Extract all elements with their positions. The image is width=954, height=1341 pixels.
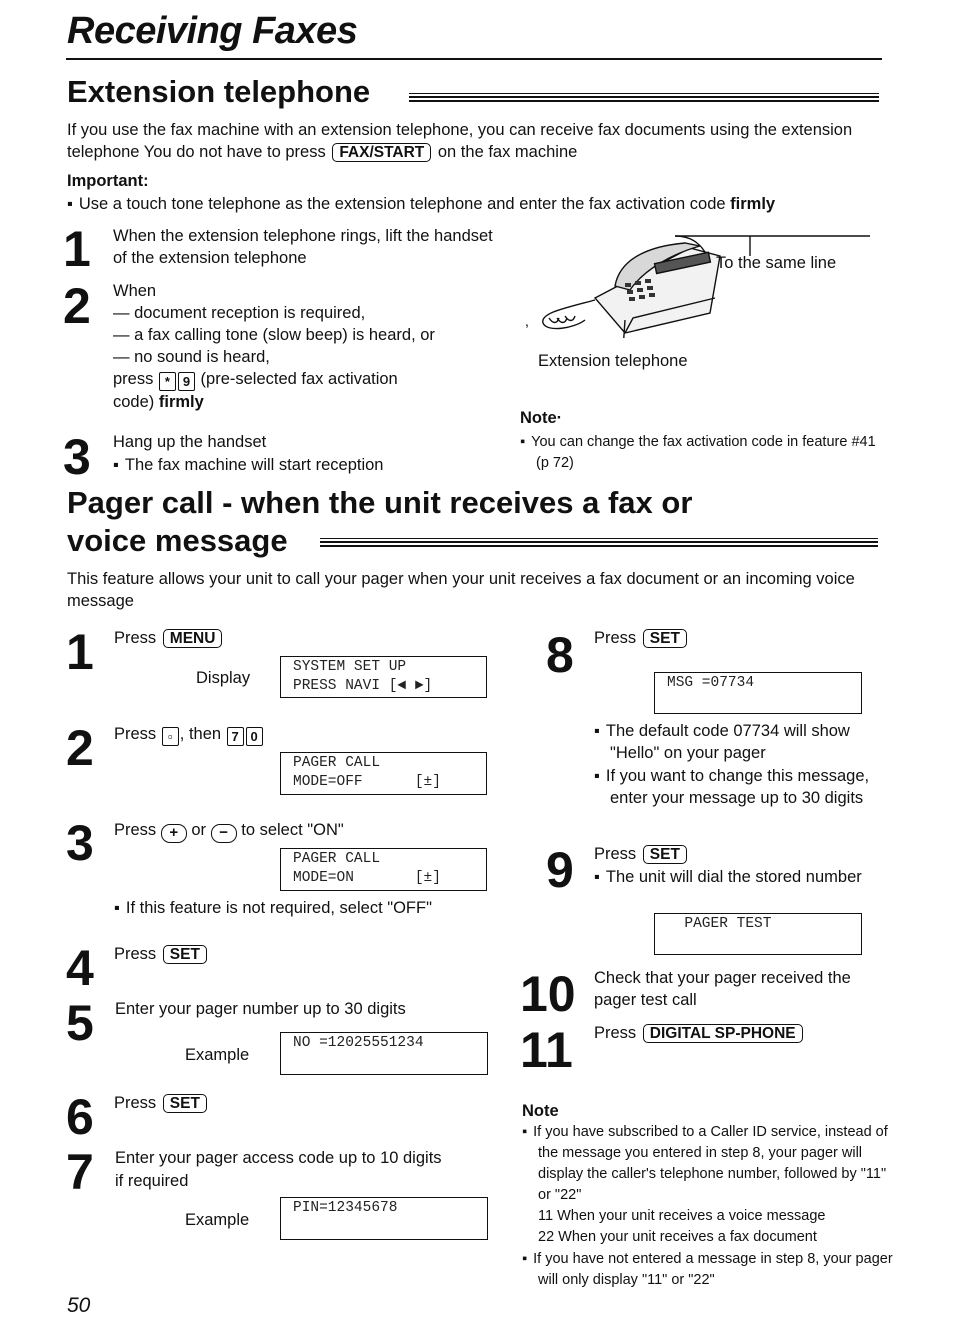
example-label: Example bbox=[185, 1046, 250, 1064]
pager-step7-line2: if required bbox=[115, 1172, 189, 1190]
ext-step3-text: Hang up the handset bbox=[113, 433, 267, 451]
section-heading-pager: Pager call - when the unit receives a fax or voice message bbox=[67, 485, 693, 558]
lcd-display: PAGER CALL MODE=ON [±] bbox=[280, 848, 487, 891]
pager-step4: Press SET bbox=[114, 943, 209, 965]
pager-step9: Press SET bbox=[594, 843, 689, 865]
pager-step1: Press MENU bbox=[114, 627, 224, 649]
lcd-display: MSG =07734 bbox=[654, 672, 862, 714]
pager-step8-bullet: ▪ If you want to change this message, enter your message up to 30 digits bbox=[594, 765, 885, 809]
step-number: 3 bbox=[66, 815, 94, 871]
extension-telephone-illustration bbox=[525, 228, 875, 338]
minus-key: − bbox=[211, 824, 237, 843]
pager-step8: Press SET bbox=[594, 627, 689, 649]
seven-key: 7 bbox=[227, 727, 244, 746]
step-number: 2 bbox=[63, 278, 91, 334]
pager-intro: This feature allows your unit to call your pager when your unit receives a fax document or an incoming voice message bbox=[67, 570, 855, 610]
pager-note-bullet: ▪ If you have not entered a message in step 8, your pager will only display "11" or "22" bbox=[522, 1249, 898, 1291]
heading-rule bbox=[320, 538, 878, 549]
step-number: 5 bbox=[66, 995, 94, 1051]
digital-sp-phone-key: DIGITAL SP-PHONE bbox=[643, 1024, 803, 1043]
pager-note-11: 11 When your unit receives a voice message bbox=[538, 1208, 826, 1224]
pager-step11: Press DIGITAL SP-PHONE bbox=[594, 1022, 805, 1044]
star-key: * bbox=[159, 372, 176, 391]
important-label: Important: bbox=[67, 172, 149, 190]
zero-key: 0 bbox=[246, 727, 263, 746]
extension-intro: If you use the fax machine with an extension telephone, you can receive fax documents using the extension telephone You do not have to press FAX/START on the fax machine bbox=[67, 121, 853, 161]
important-text: ▪ Use a touch tone telephone as the extension telephone and enter the fax activation code firmly bbox=[67, 193, 877, 215]
step-number: 1 bbox=[63, 221, 91, 277]
step-number: 10 bbox=[520, 966, 576, 1022]
step-number: 2 bbox=[66, 720, 94, 776]
lcd-display: NO =12025551234 bbox=[280, 1032, 488, 1075]
label-extension-telephone: Extension telephone bbox=[538, 352, 688, 370]
lcd-display: SYSTEM SET UP PRESS NAVI [◄ ►] bbox=[280, 656, 487, 698]
set-key: SET bbox=[643, 629, 687, 648]
pager-step5: Enter your pager number up to 30 digits bbox=[115, 1000, 406, 1018]
pager-step2: Press ▫ , then 7 0 bbox=[114, 723, 264, 746]
title-rule bbox=[66, 58, 882, 60]
example-label: Example bbox=[185, 1211, 250, 1229]
label-to-same-line: To the same line bbox=[716, 254, 837, 272]
step-number: 1 bbox=[66, 624, 94, 680]
note-text: ▪ You can change the fax activation code in feature #41 (p 72) bbox=[520, 432, 876, 474]
page-title: Receiving Faxes bbox=[67, 10, 358, 52]
step-number: 8 bbox=[546, 627, 574, 683]
pager-note-22: 22 When your unit receives a fax document bbox=[538, 1229, 817, 1245]
pager-step3-bullet: ▪ If this feature is not required, select "OFF" bbox=[114, 897, 432, 919]
pager-step6: Press SET bbox=[114, 1092, 209, 1114]
svg-text:,: , bbox=[525, 313, 529, 329]
step-number: 3 bbox=[63, 429, 91, 485]
step-number: 11 bbox=[520, 1022, 573, 1078]
menu-key: MENU bbox=[163, 629, 223, 648]
lcd-display: PIN=12345678 bbox=[280, 1197, 488, 1240]
ext-step1-text: When the extension telephone rings, lift the handset of the extension telephone bbox=[113, 227, 493, 267]
step-number: 7 bbox=[66, 1144, 94, 1200]
ext-step3-bullet: ▪ The fax machine will start reception bbox=[113, 454, 383, 476]
nine-key: 9 bbox=[178, 372, 195, 391]
fax-start-key: FAX/START bbox=[332, 143, 431, 162]
step-number: 6 bbox=[66, 1089, 94, 1145]
pager-step8-bullet: ▪ The default code 07734 will show "Hello" on your pager bbox=[594, 720, 885, 764]
page-number: 50 bbox=[67, 1294, 91, 1317]
pager-note-bullet: ▪ If you have subscribed to a Caller ID service, instead of the message you entered in step 8, your pager will display the caller's telephone number, followed by "11" or "22" bbox=[522, 1122, 898, 1206]
pager-step3: Press + or − to select "ON" bbox=[114, 821, 344, 841]
step-number: 4 bbox=[66, 940, 94, 996]
set-key: SET bbox=[643, 845, 687, 864]
lcd-display: PAGER CALL MODE=OFF [±] bbox=[280, 752, 487, 795]
set-key: SET bbox=[163, 945, 207, 964]
ext-step2: When — document reception is required, — a fax calling tone (slow beep) is heard, or — no sound is heard, press * 9 (pre-selected fax activation code) firmly bbox=[113, 282, 435, 411]
note-label: Note bbox=[522, 1102, 559, 1120]
heading-rule bbox=[409, 93, 879, 104]
display-label: Display bbox=[196, 669, 251, 687]
plus-key: + bbox=[161, 824, 187, 843]
note-label: Note· bbox=[520, 409, 563, 427]
pager-step7-line1: Enter your pager access code up to 10 digits bbox=[115, 1149, 442, 1167]
pager-step10: Check that your pager received the pager test call bbox=[594, 969, 851, 1009]
pager-step9-bullet: ▪ The unit will dial the stored number bbox=[594, 866, 870, 888]
set-key: SET bbox=[163, 1094, 207, 1113]
lcd-display: PAGER TEST bbox=[654, 913, 862, 955]
step-number: 9 bbox=[546, 842, 574, 898]
section-heading-extension: Extension telephone bbox=[67, 74, 371, 109]
navi-key: ▫ bbox=[162, 727, 179, 746]
